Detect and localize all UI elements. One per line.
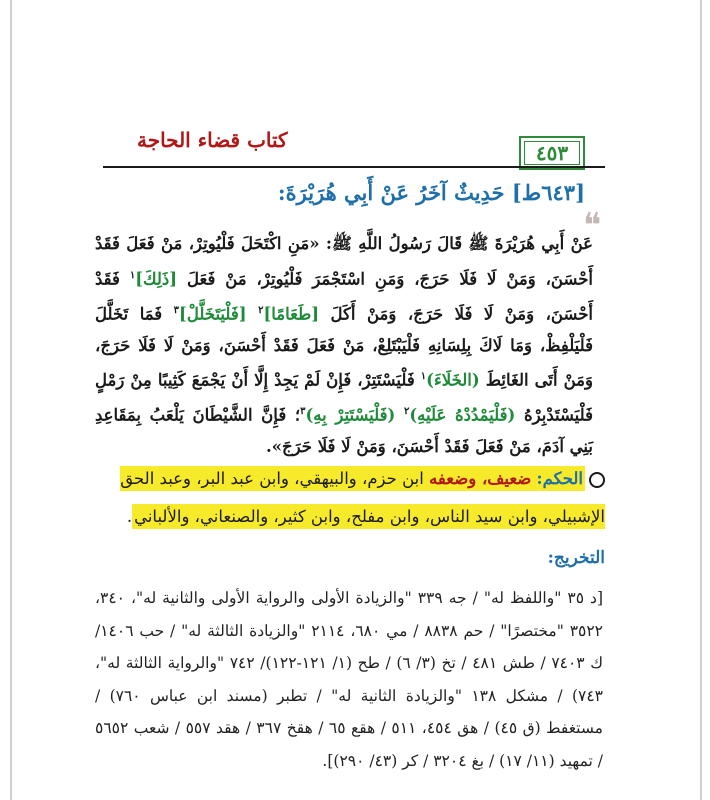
takhrij-label: التخريج: <box>547 548 605 568</box>
hadith-heading: [٦٤٣ط] حَدِيثٌ آخَرُ عَنْ أَبِي هُرَيْرَةَ: <box>277 180 585 205</box>
bullet-circle-icon <box>589 472 605 488</box>
variant-word: [ذَلِكَ] <box>135 269 178 288</box>
ruling-scholars: ابن حزم، والبيهقي، وابن عبد البر، وعبد الحق الإشبيلي، وابن سيد الناس، وابن مفلح، وابن كثير، والصنعاني، والألباني <box>120 469 605 526</box>
hadith-text-part: فَقَدْ أَحْسَنَ، وَمَنْ لَا فَلَا حَرَجَ، وَمَنْ أَكَلَ <box>95 269 593 323</box>
hadith-text-part: فَمَا تَخَلَّلَ فَلْيَلْفِظْ، وَمَا لَاكَ بِلِسَانِهِ فَلْيَبْتَلِعْ، مَنْ فَعَلَ فَقَدْ أَحْسَنَ، وَمَنْ لَا فَلَا حَرَجَ، وَمَنْ أَتَى الغَائِطَ <box>95 304 593 390</box>
left-border-line <box>10 0 12 800</box>
ruling-section <box>95 460 605 536</box>
ruling-grade: ضعيف، وضعفه <box>429 469 532 488</box>
footnote-marker: ٢ <box>258 304 264 316</box>
variant-word: [طَعَامًا] <box>263 304 320 323</box>
book-page <box>95 0 705 800</box>
page-number: ٤٥٣ <box>519 136 585 170</box>
hadith-text-part: عَنْ أَبِي هُرَيْرَةَ ﷺ قَالَ رَسُولُ اللَّهِ ﷺ: «مَنِ اكْتَحَلَ فَلْيُوتِرْ، مَنْ فَعَلَ فَقَدْ أَحْسَنَ، وَمَنْ لَا فَلَا حَرَجَ، وَمَنِ اسْتَجْمَرَ فَلْيُوتِرْ، مَنْ فَعَلَ <box>95 234 593 288</box>
ruling-highlight <box>120 466 605 529</box>
header-divider <box>103 166 605 168</box>
footnote-marker: ١ <box>420 371 427 382</box>
variant-word: (فَلْيَسْتَتِرْ بِهِ) <box>305 405 396 425</box>
footnote-marker: ٣ <box>300 406 306 417</box>
hadith-text-part: فَلْيَسْتَتِرْ، فَإِنْ لَمْ يَجِدْ إِلَّا أَنْ يَجْمَعَ كَثِيبًا مِنْ رَمْلٍ فَلْيَسْتَدْبِرْهُ <box>95 370 594 425</box>
footnote-marker: ٣ <box>173 304 180 316</box>
variant-word: [فَلْيَتَخَلَّلْ] <box>179 304 247 323</box>
ruling-label: الحكم: <box>536 469 583 488</box>
hadith-text <box>95 228 593 463</box>
page-header <box>95 128 605 170</box>
footnote-marker: ٢ <box>404 406 410 417</box>
footnote-marker: ١ <box>129 269 136 281</box>
book-title: كتاب قضاء الحاجة <box>137 128 288 152</box>
variant-word: (الخَلَاءَ) <box>426 370 480 390</box>
hadith-text-part: ؛ فَإِنَّ الشَّيْطَانَ يَلْعَبُ بِمَقَاعِدِ بَنِي آدَمَ، مَنْ فَعَلَ فَقَدْ أَحْسَنَ، وَمَنْ لَا فَلَا حَرَجَ». <box>95 405 593 456</box>
variant-word: (فَلْيَمْدُدْهُ عَلَيْهِ) <box>409 405 516 425</box>
ruling-end: . <box>126 507 133 526</box>
quote-mark-icon: ❝ <box>583 206 602 246</box>
takhrij-text: [د ٣٥ "واللفظ له" / جه ٣٣٩ "والزيادة الأولى والرواية الأولى والثانية له"، ٣٤٠، ٣٥٢٢ "مختصرًا" / حم ٨٨٣٨ / مي ٦٨٠، ٢١١٤ "والزيادة الثالثة له" / حب ١٤٠٦/ ك ٧٤٠٣ / طش ٤٨١ / تخ (٣/ ٦) / طح (١/ ١٢١-١٢٢)/ ٧٤٢ "والرواية الثالثة له"، ٧٤٣) / مشكل ١٣٨ "والزيادة الثانية له" / تطبر (مسند ابن عباس ٧٦٠) / مستغفط (ق ٤٥) / هق ٤٥٤، ٥١١ / هقع ٦٥ / هقخ ٣٦٧ / هقد ٥٥٧ / شعب ٥٦٥٢ / تمهيد (١١/ ١٧) / بغ ٣٢٠٤ / كر (٤٣/ ٢٩٠)]. <box>95 589 604 770</box>
